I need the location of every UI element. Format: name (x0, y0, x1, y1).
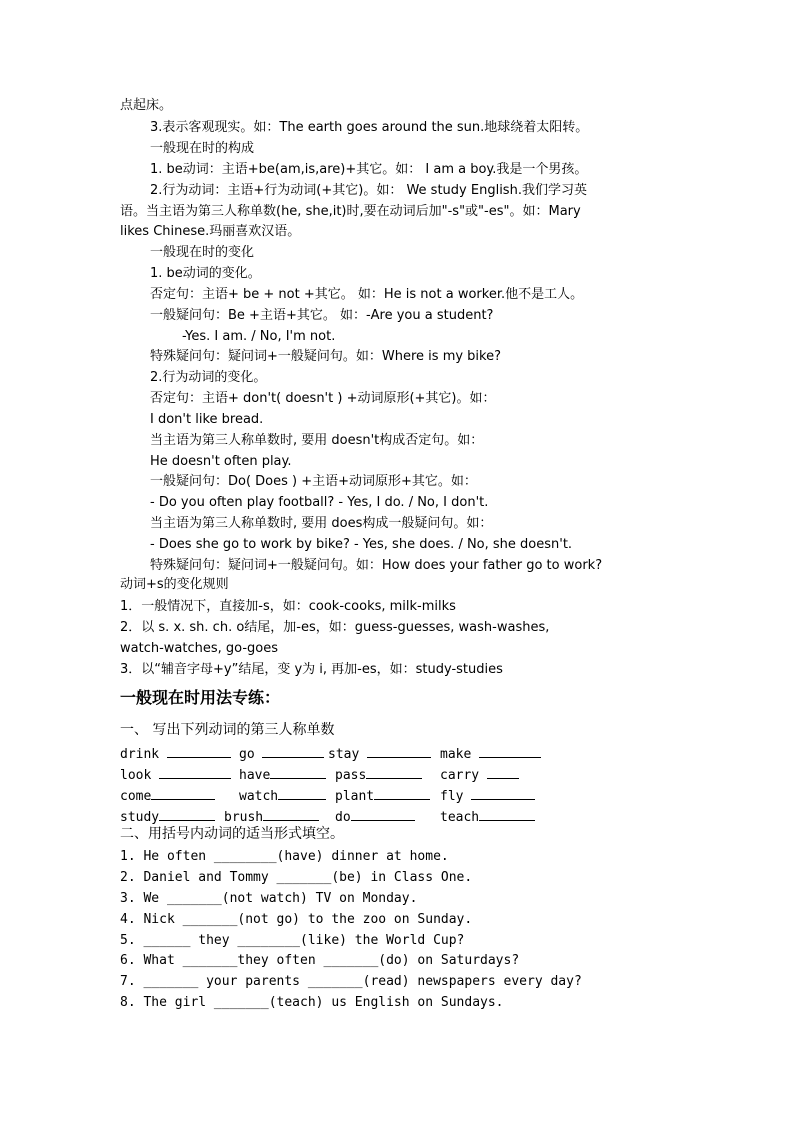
text-line: 1．一般情况下，直接加-s，如：cook-cooks, milk-milks (120, 599, 456, 614)
answer-blank[interactable] (479, 743, 541, 758)
text-line: likes Chinese.玛丽喜欢汉语。 (120, 224, 301, 239)
verb-item (239, 743, 324, 765)
text-line: - Do you often play football? - Yes, I do. / No, I don't. (150, 495, 489, 510)
text-line: 2．以 s. x. sh. ch. o结尾，加-es，如：guess-guesses, wash-washes, (120, 620, 550, 635)
text-line: 动词+s的变化规则 (120, 577, 229, 592)
text-line: -Yes. I am. / No, I'm not. (182, 329, 336, 344)
text-line: 当主语为第三人称单数时, 要用 doesn't构成否定句。如： (150, 433, 484, 448)
answer-blank[interactable] (278, 785, 326, 800)
fill-sentence: 3. We _______(not watch) TV on Monday. (120, 891, 418, 906)
answer-blank[interactable] (262, 743, 324, 758)
text-line: 否定句：主语+ be + not +其它。 如：He is not a worker.他不是工人。 (150, 287, 584, 302)
fill-sentence: 1. He often ________(have) dinner at home. (120, 849, 449, 864)
verb-word: have (239, 768, 271, 783)
verb-word: make (440, 747, 472, 762)
text-line: watch-watches, go-goes (120, 641, 279, 656)
verb-item (120, 764, 231, 786)
verb-item (120, 785, 215, 807)
verb-word: watch (239, 789, 279, 804)
text-line: 一般现在时的变化 (150, 245, 255, 260)
answer-blank[interactable] (167, 743, 231, 758)
text-line: 点起床。 (120, 98, 173, 113)
verb-word: study (120, 810, 160, 825)
answer-blank[interactable] (159, 806, 215, 821)
verb-word: plant (335, 789, 375, 804)
verb-item (440, 743, 541, 765)
text-line: 1. be动词：主语+be(am,is,are)+其它。如： I am a boy.我是一个男孩。 (150, 162, 588, 177)
text-line: 1. be动词的变化。 (150, 266, 261, 281)
verb-item (239, 764, 326, 786)
text-line: 特殊疑问句：疑问词+一般疑问句。如：Where is my bike? (150, 349, 502, 364)
verb-word: drink (120, 747, 160, 762)
fill-sentence: 6. What _______they often _______(do) on Saturdays? (120, 953, 520, 968)
verb-item (440, 806, 535, 828)
text-line: 2.行为动词：主语+行为动词(+其它)。如： We study English.我们学习英 (150, 183, 587, 198)
verb-word: look (120, 768, 152, 783)
text-line: 当主语为第三人称单数时, 要用 does构成一般疑问句。如： (150, 516, 493, 531)
answer-blank[interactable] (366, 764, 422, 779)
verb-word: pass (335, 768, 367, 783)
answer-blank[interactable] (351, 806, 415, 821)
verb-item (440, 785, 535, 807)
text-line: 3．以“辅音字母+y”结尾，变 y为 i, 再加-es，如：study-studies (120, 662, 503, 677)
verb-word: brush (224, 810, 264, 825)
verb-word: teach (440, 810, 480, 825)
fill-sentence: 8. The girl _______(teach) us English on Sundays. (120, 995, 504, 1010)
section-2-title: 二、用括号内动词的适当形式填空。 (120, 826, 344, 842)
text-line: 3.表示客观现实。如：The earth goes around the sun.地球绕着太阳转。 (150, 120, 589, 135)
text-line: 一般疑问句：Do( Does ) +主语+动词原形+其它。如： (150, 474, 477, 489)
answer-blank[interactable] (479, 806, 535, 821)
answer-blank[interactable] (471, 785, 535, 800)
fill-sentence: 7. _______ your parents _______(read) newspapers every day? (120, 974, 582, 989)
answer-blank[interactable] (367, 743, 431, 758)
text-line: 一般疑问句：Be +主语+其它。 如：-Are you a student? (150, 308, 494, 323)
section-1-title: 一、 写出下列动词的第三人称单数 (120, 722, 335, 738)
text-line: He doesn't often play. (150, 454, 292, 469)
verb-word: carry (440, 768, 480, 783)
text-line: 语。当主语为第三人称单数(he, she,it)时,要在动词后加"-s"或"-es"。如：Mary (120, 204, 581, 219)
verb-item (239, 785, 326, 807)
verb-word: do (335, 810, 351, 825)
answer-blank[interactable] (263, 806, 319, 821)
verb-item (120, 743, 231, 765)
verb-item (440, 764, 519, 786)
text-line: 2.行为动词的变化。 (150, 370, 267, 385)
verb-word: stay (328, 747, 360, 762)
answer-blank[interactable] (487, 764, 519, 779)
verb-word: go (239, 747, 255, 762)
text-line: 一般现在时的构成 (150, 141, 255, 156)
exercise-title: 一般现在时用法专练： (120, 688, 281, 707)
fill-sentence: 5. ______ they ________(like) the World Cup? (120, 933, 465, 948)
fill-sentence: 2. Daniel and Tommy _______(be) in Class One. (120, 870, 473, 885)
verb-item (335, 785, 430, 807)
answer-blank[interactable] (159, 764, 231, 779)
verb-item (335, 806, 415, 828)
text-line: I don't like bread. (150, 412, 264, 427)
verb-word: fly (440, 789, 464, 804)
answer-blank[interactable] (151, 785, 215, 800)
text-line: 否定句：主语+ don't( doesn't ) +动词原形(+其它)。如： (150, 391, 496, 406)
verb-item (328, 743, 431, 765)
answer-blank[interactable] (270, 764, 326, 779)
text-line: - Does she go to work by bike? - Yes, she does. / No, she doesn't. (150, 537, 573, 552)
answer-blank[interactable] (374, 785, 430, 800)
verb-item (335, 764, 422, 786)
text-line: 特殊疑问句：疑问词+一般疑问句。如：How does your father go to work? (150, 558, 603, 573)
verb-word: come (120, 789, 152, 804)
fill-sentence: 4. Nick _______(not go) to the zoo on Sunday. (120, 912, 473, 927)
